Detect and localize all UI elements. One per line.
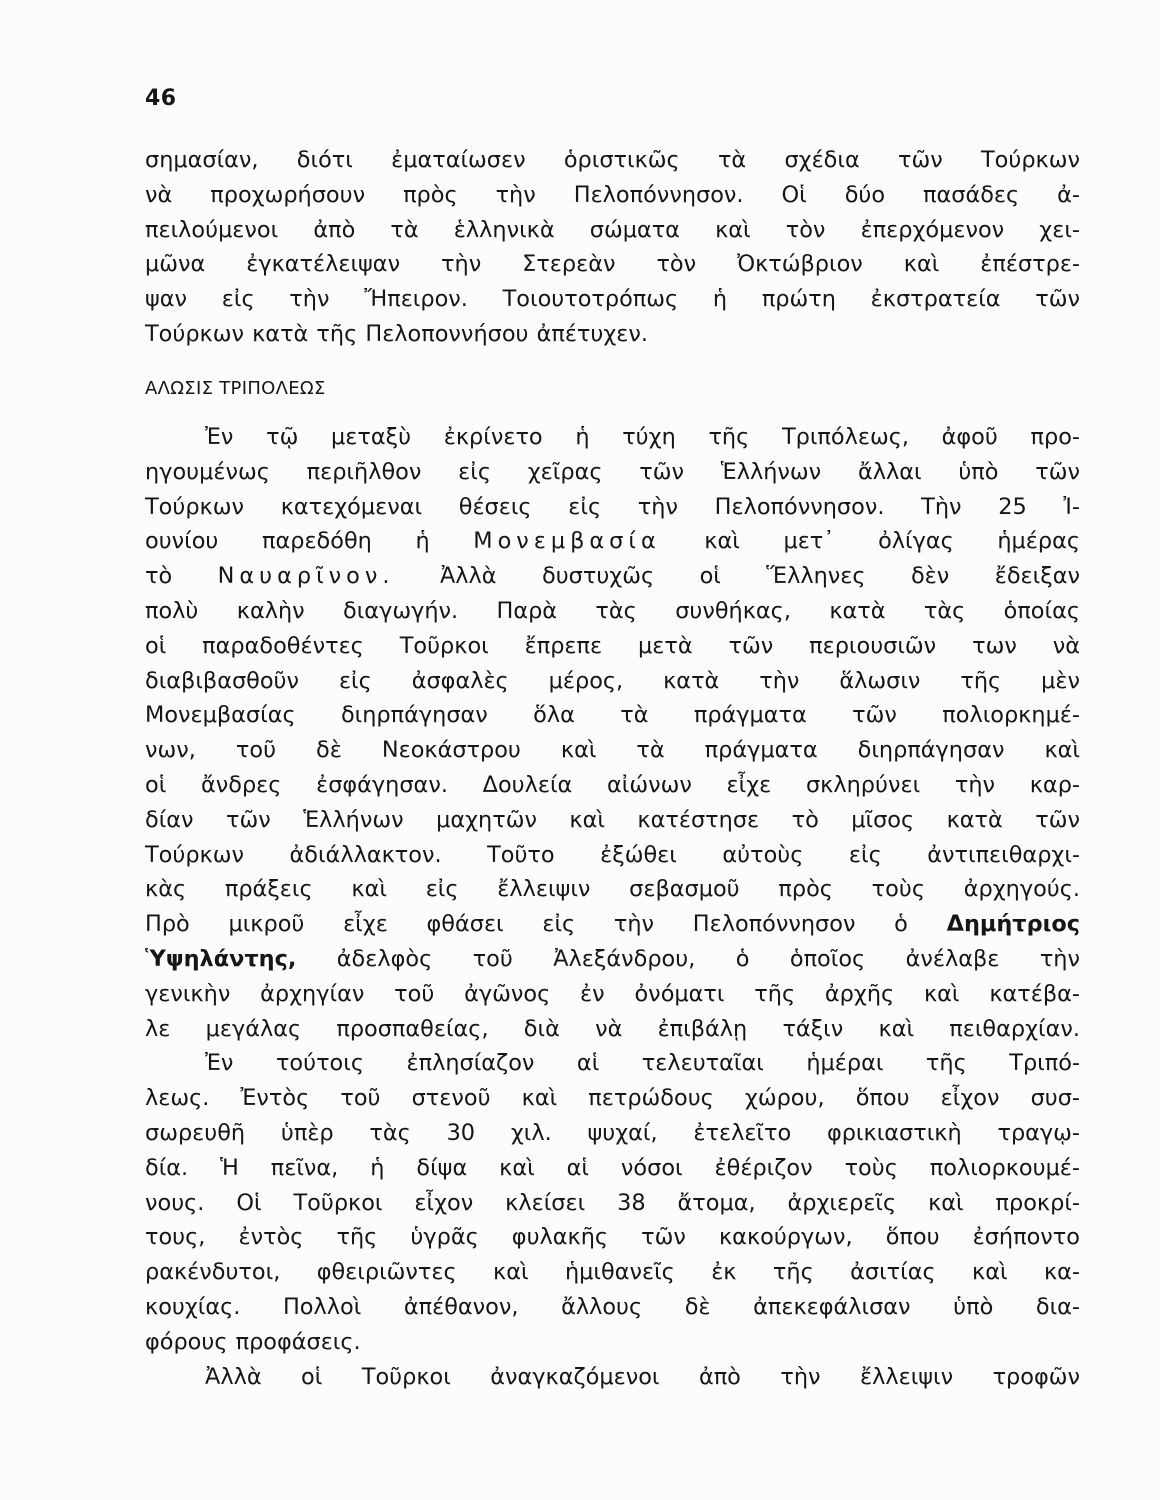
text-line: Μονεμβασίας διηρπάγησαν ὅλα τὰ πράγματα τῶν πολιορκημέ- <box>145 702 1080 729</box>
person-name-first: Δημήτριος <box>946 911 1080 938</box>
text-line: κὰς πράξεις καὶ εἰς ἔλλειψιν σεβασμοῦ πρὸς τοὺς ἀρχηγούς. <box>145 876 1080 903</box>
paragraph-1 <box>145 143 1080 352</box>
text-line: σημασίαν, διότι ἐματαίωσεν ὁριστικῶς τὰ σχέδια τῶν Τούρκων <box>145 147 1080 173</box>
person-name-last: Ὑψηλάντης, <box>145 945 297 972</box>
section-body <box>145 420 1080 1394</box>
text-line: Τούρκων κατὰ τῆς Πελοποννήσου ἀπέτυχεν. <box>145 320 649 347</box>
text-line: λεως. Ἐντὸς τοῦ στενοῦ καὶ πετρώδους χώρου, ὅπου εἶχον συσ- <box>145 1085 1080 1112</box>
text-line: σωρευθῆ ὑπὲρ τὰς 30 χιλ. ψυχαί, ἐτελεῖτο φρικιαστικὴ τραγῳ- <box>145 1119 1080 1146</box>
text-line: νους. Οἱ Τοῦρκοι εἶχον κλείσει 38 ἄτομα, ἀρχιερεῖς καὶ προκρί- <box>145 1189 1080 1216</box>
text-line: πολὺ καλὴν διαγωγήν. Παρὰ τὰς συνθήκας, κατὰ τὰς ὁποίας <box>145 597 1080 624</box>
text-line: Τούρκων ἀδιάλλακτον. Τοῦτο ἐξώθει αὐτοὺς εἰς ἀντιπειθαρχι- <box>145 841 1080 868</box>
text-segment: ἀδελφὸς τοῦ Ἀλεξάνδρου, ὁ ὁποῖος ἀνέλαβε τὴν <box>296 945 1080 972</box>
text-segment: Ἀλλὰ δυστυχῶς οἱ Ἕλληνες δὲν ἔδειξαν <box>394 563 1080 590</box>
text-line: ρακένδυτοι, φθειριῶντες καὶ ἡμιθανεῖς ἐκ τῆς ἀσιτίας καὶ κα- <box>145 1259 1080 1286</box>
text-line: πειλούμενοι ἀπὸ τὰ ἑλληνικὰ σώματα καὶ τὸν ἐπερχόμενον χει- <box>145 216 1080 243</box>
text-segment: τὸ <box>145 563 218 590</box>
text-line: Ἐν τούτοις ἐπλησίαζον αἱ τελευταῖαι ἡμέραι τῆς Τριπό- <box>205 1050 1080 1077</box>
text-line: τους, ἐντὸς τῆς ὑγρᾶς φυλακῆς τῶν κακούργων, ὅπου ἐσήποντο <box>145 1224 1080 1251</box>
text-line: Τούρκων κατεχόμεναι θέσεις εἰς τὴν Πελοπόννησον. Τὴν 25 Ἰ- <box>145 493 1080 520</box>
text-line: φόρους προφάσεις. <box>145 1328 361 1355</box>
page-number: 46 <box>145 86 177 111</box>
text-line: μῶνα ἐγκατέλειψαν τὴν Στερεὰν τὸν Ὀκτώβριον καὶ ἐπέστρε- <box>145 251 1080 278</box>
text-segment: ουνίου παρεδόθη ἡ <box>145 528 474 555</box>
place-name-navarino: Ναυαρῖνον. <box>217 563 395 590</box>
text-line: οἱ παραδοθέντες Τοῦρκοι ἔπρεπε μετὰ τῶν περιουσιῶν των νὰ <box>145 632 1080 659</box>
text-line: νων, τοῦ δὲ Νεοκάστρου καὶ τὰ πράγματα διηρπάγησαν καὶ <box>145 737 1080 764</box>
text-line: ηγουμένως περιῆλθον εἰς χεῖρας τῶν Ἑλλήνων ἄλλαι ὑπὸ τῶν <box>145 458 1080 485</box>
text-line: λε μεγάλας προσπαθείας, διὰ νὰ ἐπιβάλῃ τάξιν καὶ πειθαρχίαν. <box>145 1015 1080 1042</box>
text-line: νὰ προχωρήσουν πρὸς τὴν Πελοπόννησον. Οἱ δύο πασάδες ἀ- <box>145 181 1080 208</box>
text-line: γενικὴν ἀρχηγίαν τοῦ ἀγῶνος ἐν ὀνόματι τῆς ἀρχῆς καὶ κατέβα- <box>145 980 1080 1007</box>
text-segment: καὶ μετ᾽ ὀλίγας ἡμέρας <box>660 528 1081 555</box>
text-line: Ἐν τῷ μεταξὺ ἐκρίνετο ἡ τύχη τῆς Τριπόλεως, ἀφοῦ προ- <box>205 424 1080 450</box>
text-segment: Πρὸ μικροῦ εἶχε φθάσει εἰς τὴν Πελοπόννησον ὁ <box>145 911 947 938</box>
text-line: Ἀλλὰ οἱ Τοῦρκοι ἀναγκαζόμενοι ἀπὸ τὴν ἔλλειψιν τροφῶν <box>205 1363 1080 1390</box>
text-line <box>145 559 1080 594</box>
text-line <box>145 907 1080 942</box>
text-line: οἱ ἄνδρες ἐσφάγησαν. Δουλεία αἰώνων εἶχε σκληρύνει τὴν καρ- <box>145 771 1080 798</box>
text-line: δίαν τῶν Ἑλλήνων μαχητῶν καὶ κατέστησε τὸ μῖσος κατὰ τῶν <box>145 806 1080 833</box>
text-line: δία. Ἡ πεῖνα, ἡ δίψα καὶ αἱ νόσοι ἐθέριζον τοὺς πολιορκουμέ- <box>145 1154 1080 1181</box>
text-line: κουχίας. Πολλοὶ ἀπέθανον, ἄλλους δὲ ἀπεκεφάλισαν ὑπὸ δια- <box>145 1293 1080 1320</box>
text-line <box>145 524 1080 559</box>
text-line: διαβιβασθοῦν εἰς ἀσφαλὲς μέρος, κατὰ τὴν ἅλωσιν τῆς μὲν <box>145 667 1080 694</box>
text-line <box>145 942 1080 977</box>
text-line: ψαν εἰς τὴν Ἤπειρον. Τοιουτοτρόπως ἡ πρώτη ἐκστρατεία τῶν <box>145 286 1080 313</box>
place-name-monemvasia: Μονεμβασία <box>473 528 661 555</box>
section-heading: ΑΛΩΣΙΣ ΤΡΙΠΟΛΕΩΣ <box>145 378 326 399</box>
